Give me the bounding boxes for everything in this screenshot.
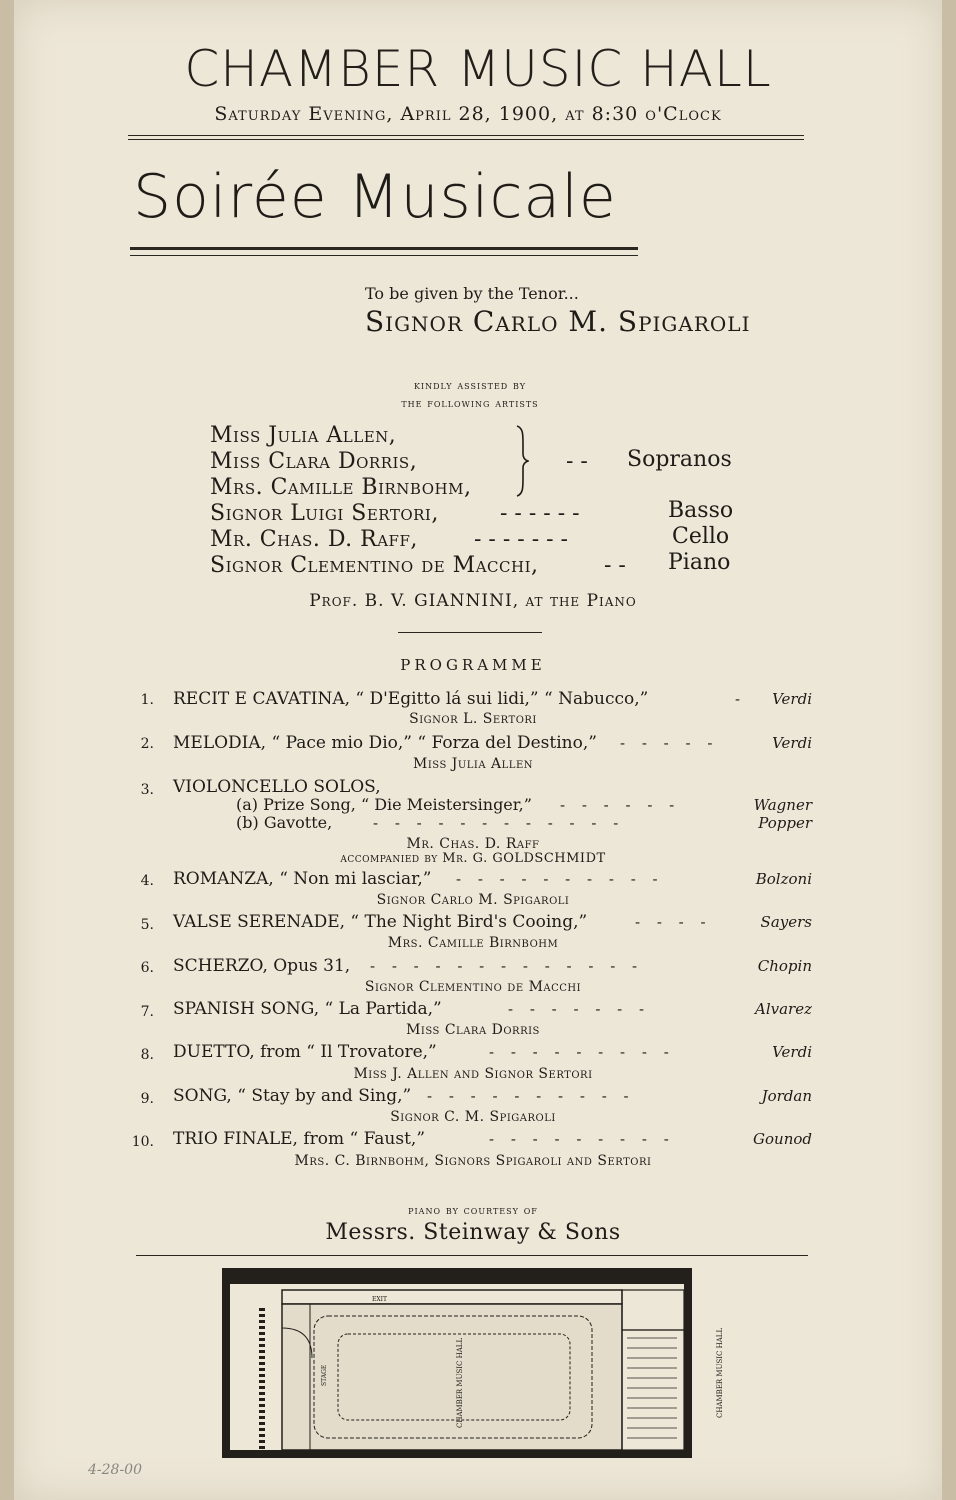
artist-role: Sopranos [627,447,732,472]
item-number: 9. [140,1091,154,1107]
tenor-name: Signor Carlo M. Spigaroli [365,305,751,338]
composer: Bolzoni [755,870,812,888]
item-dashes: - - - - - - [560,796,681,814]
artist-name: Signor Clementino de Macchi, [210,553,539,578]
composer: Alvarez [755,1000,812,1018]
composer: Verdi [772,734,812,752]
item-title: VALSE SERENADE, “ The Night Bird's Cooing,” [173,912,588,932]
artist-name: Mrs. Camille Birnbohm, [210,475,472,500]
artist-name: Miss Clara Dorris, [210,449,418,474]
composer: Gounod [753,1130,812,1148]
item-title: SPANISH SONG, “ La Partida,” [173,999,442,1019]
assisted-line-2: the following artists [401,396,539,410]
composer: Chopin [757,957,812,975]
header-rule-bottom [128,139,804,140]
accompanist-line: Prof. B. V. GIANNINI, at the Piano [309,591,637,611]
artist-name: Signor Luigi Sertori, [210,501,439,526]
item-dashes: - - - - - - - [508,1000,651,1018]
programme-heading: PROGRAMME [400,656,546,674]
sub-item: (a) Prize Song, “ Die Meistersinger,” [236,795,532,814]
header-rule-top [128,135,804,136]
item-title: ROMANZA, “ Non mi lasciar,” [173,869,432,889]
accompanist: accompanied by Mr. G. GOLDSCHMIDT [340,851,606,866]
piano-maker: Messrs. Steinway & Sons [325,1220,621,1245]
title-rule-thin [130,255,638,256]
performer: Mrs. Camille Birnbohm [387,935,559,951]
section-divider [398,632,542,633]
item-number: 5. [140,917,154,933]
performer: Signor C. M. Spigaroli [390,1109,556,1125]
artist-role: Basso [668,498,734,523]
floor-plan-stage-label: STAGE [321,1364,328,1386]
archive-mark: 4-28-00 [88,1462,142,1478]
given-by-line: To be given by the Tenor... [365,284,579,303]
event-title: Soirée Musicale [133,162,617,232]
item-number: 8. [140,1047,154,1063]
floor-plan-exit-label: EXIT [372,1296,388,1303]
event-date: Saturday Evening, April 28, 1900, at 8:30 o'Clock [214,103,722,125]
item-dashes: - - - - - - - - - [489,1043,675,1061]
item-title: VIOLONCELLO SOLOS, [173,777,381,797]
item-title: SONG, “ Stay by and Sing,” [173,1086,412,1106]
sub-item: (b) Gavotte, [236,813,333,832]
artist-name: Miss Julia Allen, [210,423,397,448]
item-title: SCHERZO, Opus 31, [173,956,351,976]
floor-plan [222,1268,734,1458]
item-number: 1. [140,692,154,708]
artist-dashes: - - - - - - - [474,527,568,552]
item-dashes: - - - - - - - - - [489,1130,675,1148]
item-number: 4. [140,873,154,889]
item-number: 3. [140,782,154,798]
footer-rule [136,1255,808,1256]
artist-role: Cello [672,524,730,549]
artist-dashes: - - [566,449,588,474]
assisted-line-1: kindly assisted by [413,378,527,392]
composer: Verdi [772,690,812,708]
item-title: RECIT E CAVATINA, “ D'Egitto lá sui lidi,” “ Nabucco,” [173,689,649,709]
artist-dashes: - - - - - - [500,501,580,526]
artist-role: Piano [668,550,731,575]
performer: Mr. Chas. D. Raff [406,836,540,852]
artist-dashes: - - [604,553,626,578]
artist-name: Mr. Chas. D. Raff, [210,527,418,552]
item-number: 10. [131,1134,154,1150]
performer: Mrs. C. Birnbohm, Signors Spigaroli and Sertori [294,1153,652,1169]
item-dashes: - - - - [635,913,712,931]
courtesy-line: piano by courtesy of [408,1203,538,1217]
floor-plan-hall-label: CHAMBER MUSIC HALL [456,1337,464,1428]
item-title: MELODIA, “ Pace mio Dio,” “ Forza del Destino,” [173,733,597,753]
title-rule-thick [130,247,638,250]
performer: Signor Clementino de Macchi [364,979,582,995]
item-dashes: - - - - - - - - - - - - - [370,957,644,975]
composer: Popper [758,814,812,832]
composer: Jordan [761,1087,812,1105]
item-dashes: - - - - - - - - - - [456,870,664,888]
performer: Miss Julia Allen [412,756,533,772]
item-title: TRIO FINALE, from “ Faust,” [173,1129,426,1149]
composer: Wagner [753,796,812,814]
composer: Sayers [760,913,812,931]
item-dashes: - [735,690,747,708]
composer: Verdi [772,1043,812,1061]
item-dashes: - - - - - - - - - - [427,1087,635,1105]
performer: Miss Clara Dorris [406,1022,540,1038]
item-number: 7. [140,1004,154,1020]
floor-plan-side-label: CHAMBER MUSIC HALL [716,1327,724,1418]
performer: Signor Carlo M. Spigaroli [376,892,570,908]
item-dashes: - - - - - - - - - - - - [373,814,625,832]
performer: Miss J. Allen and Signor Sertori [353,1066,593,1082]
item-title: DUETTO, from “ Il Trovatore,” [173,1042,437,1062]
soprano-brace [515,424,529,498]
item-number: 6. [140,960,154,976]
item-number: 2. [140,736,154,752]
item-dashes: - - - - - [620,734,719,752]
hall-title: CHAMBER MUSIC HALL [184,40,772,98]
assisted-by [300,376,640,412]
performer: Signor L. Sertori [409,711,537,727]
